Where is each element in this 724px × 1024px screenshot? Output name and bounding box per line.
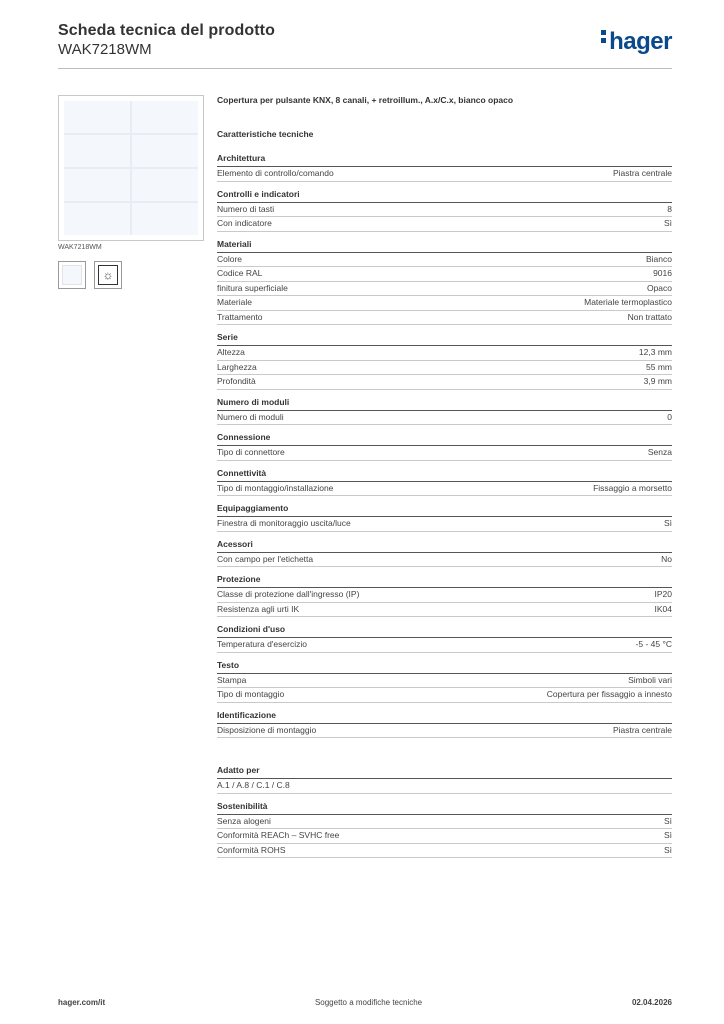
spec-row <box>217 482 672 497</box>
hager-logo <box>601 28 672 56</box>
logo-dots-icon <box>601 27 606 46</box>
section-title: Serie <box>217 332 672 346</box>
section-title: Protezione <box>217 574 672 588</box>
spec-value: Piastra centrale <box>612 724 672 735</box>
thumbnail-list <box>58 261 204 289</box>
spec-section <box>217 432 672 461</box>
spec-section <box>217 660 672 703</box>
spec-row <box>217 217 672 232</box>
spec-label: Con indicatore <box>217 218 272 228</box>
spec-section <box>217 332 672 390</box>
spec-label: Senza alogeni <box>217 815 271 826</box>
section-title: Connettività <box>217 468 672 482</box>
logo-text: hager <box>609 28 672 55</box>
spec-row <box>217 282 672 297</box>
spec-value: Senza <box>647 447 672 457</box>
spec-label: Altezza <box>217 347 245 357</box>
spec-label: Disposizione di montaggio <box>217 724 317 735</box>
spec-section <box>217 765 672 794</box>
spec-sheet <box>217 95 672 865</box>
spec-value: Bianco <box>646 253 672 264</box>
spec-label: Conformità ROHS <box>217 844 286 855</box>
section-title: Testo <box>217 660 672 674</box>
product-media <box>58 95 204 289</box>
tech-characteristics-heading: Caratteristiche tecniche <box>217 129 314 139</box>
spec-label: Materiale <box>217 297 252 307</box>
spec-value: Sì <box>663 518 672 528</box>
spec-label: Con campo per l'etichetta <box>217 553 314 564</box>
spec-label: Elemento di controllo/comando <box>217 168 334 178</box>
spec-value: Sì <box>663 815 672 826</box>
product-description: Copertura per pulsante KNX, 8 canali, + retroillum., A.x/C.x, bianco opaco <box>217 95 514 105</box>
spec-label: Classe di protezione dall'ingresso (IP) <box>217 589 360 599</box>
section-title: Acessori <box>217 539 672 553</box>
spec-section <box>217 397 672 426</box>
spec-value: IP20 <box>654 589 672 599</box>
product-image-grid <box>64 101 198 235</box>
footer-date: 02.04.2026 <box>631 998 672 1007</box>
spec-row <box>217 844 672 859</box>
spec-row <box>217 296 672 311</box>
spec-row <box>217 674 672 689</box>
section-title: Connessione <box>217 432 672 446</box>
spec-row <box>217 688 672 703</box>
spec-row <box>217 411 672 426</box>
spec-value: 0 <box>667 411 672 422</box>
spec-section <box>217 710 672 739</box>
spec-row <box>217 446 672 461</box>
spec-label: Tipo di montaggio/installazione <box>217 482 334 493</box>
spec-label: Tipo di montaggio <box>217 689 285 699</box>
sun-symbol-icon: ☼ <box>98 265 118 285</box>
spec-value: Sì <box>663 844 672 855</box>
section-title: Numero di moduli <box>217 397 672 411</box>
spec-value: -5 - 45 °C <box>635 639 672 649</box>
spec-row <box>217 553 672 568</box>
header-divider <box>58 68 672 69</box>
thumbnail-symbol[interactable] <box>94 261 122 289</box>
spec-row <box>217 203 672 218</box>
spec-label: Stampa <box>217 674 247 685</box>
footer-website[interactable]: hager.com/it <box>58 998 106 1007</box>
spec-row <box>217 829 672 844</box>
spec-value: Sì <box>663 218 672 228</box>
spec-row <box>217 638 672 653</box>
spec-section <box>217 574 672 617</box>
sustainability-section <box>217 801 672 859</box>
spec-value: Opaco <box>646 282 672 293</box>
spec-value: Copertura per fissaggio a innesto <box>546 689 672 699</box>
section-title: Equipaggiamento <box>217 503 672 517</box>
spec-row <box>217 779 672 794</box>
spec-value: Simboli vari <box>628 674 672 685</box>
spec-label: Larghezza <box>217 361 257 372</box>
section-title: Condizioni d'uso <box>217 624 672 638</box>
page-title: Scheda tecnica del prodotto <box>58 22 275 39</box>
product-code: WAK7218WM <box>58 41 152 58</box>
spec-label: Resistenza agli urti IK <box>217 603 300 614</box>
spec-value: 12,3 mm <box>638 347 672 357</box>
section-title: Architettura <box>217 153 672 167</box>
spec-section <box>217 801 672 859</box>
section-title: Materiali <box>217 239 672 253</box>
spec-label: Temperatura d'esercizio <box>217 639 307 649</box>
footer-note: Soggetto a modifiche tecniche <box>314 998 423 1007</box>
spec-label: Tipo di connettore <box>217 447 285 457</box>
spec-row <box>217 517 672 532</box>
spec-section <box>217 539 672 568</box>
thumbnail-product[interactable] <box>58 261 86 289</box>
spec-label: Numero di tasti <box>217 203 275 214</box>
spec-label: finitura superficiale <box>217 282 288 293</box>
section-title: Adatto per <box>217 765 672 779</box>
spec-value: IK04 <box>654 603 672 614</box>
spec-value: 55 mm <box>646 361 672 372</box>
spec-section <box>217 503 672 532</box>
spec-row <box>217 815 672 830</box>
spec-row <box>217 375 672 390</box>
spec-label: Codice RAL <box>217 268 263 278</box>
spacer <box>217 745 672 765</box>
suitable-for-section <box>217 765 672 794</box>
page-footer <box>58 998 672 1007</box>
spec-section <box>217 153 672 182</box>
spec-value: No <box>661 553 672 564</box>
product-image <box>58 95 204 241</box>
spec-section <box>217 624 672 653</box>
spec-value: 9016 <box>653 268 672 278</box>
spec-row <box>217 588 672 603</box>
spec-value: Fissaggio a morsetto <box>593 482 672 493</box>
page-header <box>58 22 672 68</box>
spec-label: Colore <box>217 253 243 264</box>
spec-row <box>217 603 672 618</box>
spec-row <box>217 724 672 739</box>
spec-row <box>217 346 672 361</box>
spec-row <box>217 253 672 268</box>
spec-value: Sì <box>663 830 672 840</box>
spec-label: A.1 / A.8 / C.1 / C.8 <box>217 780 290 790</box>
spec-value: 3,9 mm <box>643 376 672 386</box>
spec-row <box>217 167 672 182</box>
spec-value: Materiale termoplastico <box>584 297 672 307</box>
spec-label: Conformità REACh – SVHC free <box>217 830 340 840</box>
spec-section <box>217 189 672 232</box>
spec-value: Non trattato <box>627 311 672 322</box>
product-thumb-icon <box>62 265 82 285</box>
spec-label: Numero di moduli <box>217 411 284 422</box>
section-title: Identificazione <box>217 710 672 724</box>
image-caption: WAK7218WM <box>58 244 102 251</box>
spec-label: Finestra di monitoraggio uscita/luce <box>217 518 351 528</box>
spec-row <box>217 361 672 376</box>
spec-section <box>217 239 672 326</box>
spec-row <box>217 267 672 282</box>
section-title: Sostenibilità <box>217 801 672 815</box>
spec-sections <box>217 153 672 738</box>
spec-value: Piastra centrale <box>612 168 672 178</box>
spec-label: Trattamento <box>217 311 263 322</box>
spec-label: Profondità <box>217 376 256 386</box>
section-title: Controlli e indicatori <box>217 189 672 203</box>
spec-section <box>217 468 672 497</box>
spec-value: 8 <box>667 203 672 214</box>
spec-row <box>217 311 672 326</box>
